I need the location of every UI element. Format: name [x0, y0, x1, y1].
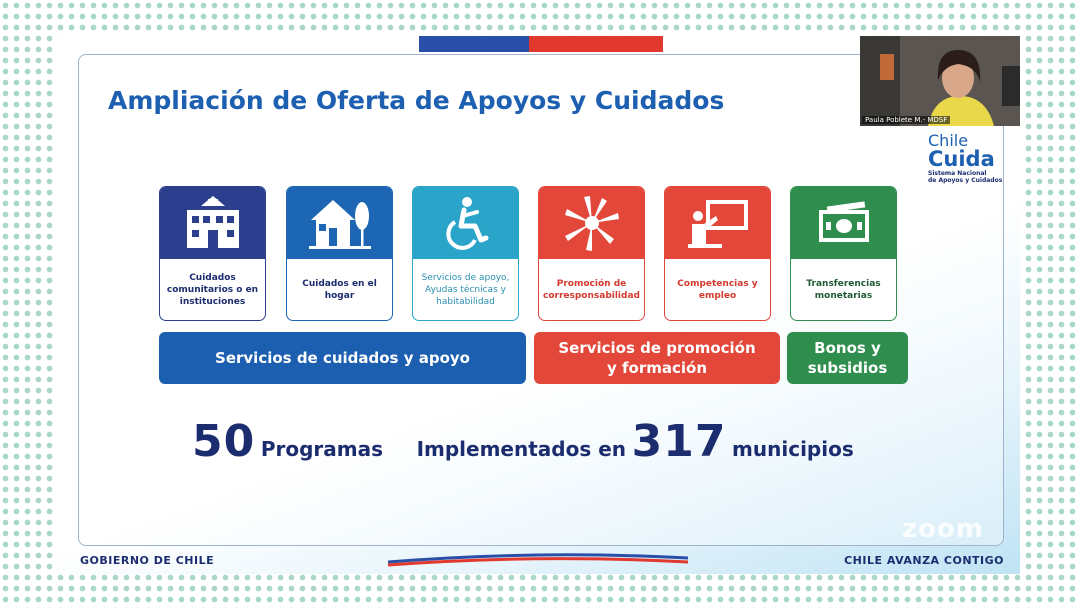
card-competencias	[664, 186, 771, 321]
card-transferencias	[790, 186, 897, 321]
card-corresponsabilidad	[538, 186, 645, 321]
logo-line3: Sistema Nacional	[928, 170, 987, 177]
category-bonos-subsidios: Bonos y subsidios	[787, 332, 908, 384]
flag-stripe-red	[529, 36, 663, 52]
zoom-watermark: zoom	[902, 514, 984, 544]
chile-cuida-logo	[928, 132, 1002, 184]
category-promocion-formacion: Servicios de promoción y formación	[534, 332, 780, 384]
stats-line	[192, 416, 854, 467]
municipalities-label: municipios	[732, 437, 854, 461]
card-label: Promoción de corresponsabilidad	[543, 278, 640, 301]
house-icon	[307, 194, 373, 252]
municipalities-number: 317	[631, 416, 727, 467]
implemented-label: Implementados en	[416, 437, 627, 461]
slide-title: Ampliación de Oferta de Apoyos y Cuidados	[108, 86, 725, 115]
card-cuidados-hogar	[286, 186, 393, 321]
card-cuidados-comunitarios	[159, 186, 266, 321]
logo-line4: de Apoyos y Cuidados	[928, 177, 1003, 184]
participant-video[interactable]	[860, 36, 1020, 126]
participant-avatar	[860, 36, 1020, 126]
teacher-board-icon	[686, 196, 750, 250]
card-label: Cuidados comunitarios o en instituciones	[166, 272, 259, 307]
flag-stripe-blue	[419, 36, 529, 52]
programs-label: Programas	[260, 437, 383, 461]
card-servicios-apoyo	[412, 186, 519, 321]
card-label: Servicios de apoyo, Ayudas técnicas y habitabilidad	[421, 272, 510, 307]
footer-gobierno: GOBIERNO DE CHILE	[80, 554, 215, 567]
footer-chile-avanza: CHILE AVANZA CONTIGO	[844, 554, 1004, 567]
wheelchair-icon	[437, 194, 495, 252]
logo-line2: Cuida	[928, 147, 995, 171]
programs-number: 50	[192, 416, 256, 467]
category-cuidados-apoyo: Servicios de cuidados y apoyo	[159, 332, 526, 384]
flag-swoosh	[388, 550, 688, 568]
hands-icon	[562, 193, 622, 253]
card-label: Competencias y empleo	[677, 278, 758, 301]
card-label: Cuidados en el hogar	[302, 278, 377, 301]
participant-name: Paula Poblete M.- MDSF	[862, 116, 950, 124]
money-icon	[813, 198, 875, 248]
building-icon	[181, 194, 245, 252]
card-label: Transferencias monetarias	[806, 278, 881, 301]
logo-line1: Chile	[928, 131, 969, 150]
